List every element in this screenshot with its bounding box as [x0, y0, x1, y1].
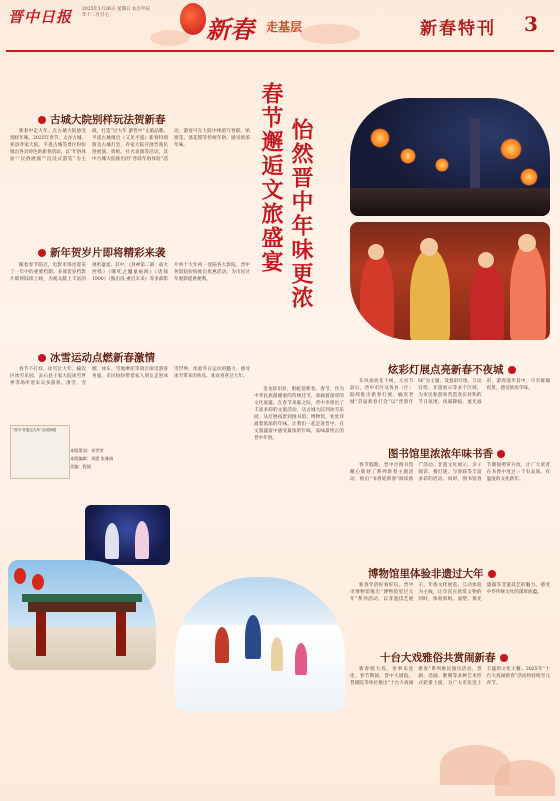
article-ice-snow: 春节不打烊，冰雪过大年。榆次区冰雪乐园、灵石县王家大院冰雪世界等场所迎来众多游客。滑雪、雪圈、冰车、雪地摩托等项目深受游客喜爱。市民纷纷带着家人朋友走进冰雪世界，体验冬日运动的魅力，感受冰雪带来的快乐，欢欢喜喜过大年。 [10, 367, 250, 386]
photo-element [271, 637, 283, 671]
headline-right: 怡然晋中年味更浓 [288, 118, 314, 310]
editor-line: 本版编辑：刘霞 张雅倩 [70, 456, 114, 461]
photo-element [116, 612, 126, 656]
editor-credits [10, 448, 160, 478]
article-museum: 新春年俗好看好玩。晋中市博物馆推出“博物馆里过大年”系列活动，以非遗技艺展示、年俗文化展览、互动体验为主线，让市民在欣赏文物的同时，体验剪纸、面塑、推光漆器等非遗技艺的魅力，感受中华传统文化的深厚底蕴。 [350, 583, 550, 602]
issue-title: 新春特刊 [420, 19, 496, 39]
photo-element [14, 568, 26, 584]
bullet-icon [508, 366, 516, 374]
section-title-opera: 十台大戏雅俗共赏闹新春 [380, 650, 508, 665]
lantern-icon [180, 3, 206, 35]
photo-element [105, 523, 119, 559]
page-header [0, 0, 560, 50]
photo-element [295, 643, 307, 675]
photo-element [510, 242, 546, 340]
bullet-icon [38, 249, 46, 257]
photo-element [36, 612, 46, 656]
editor-line: 本版策划：刘世荣 [70, 448, 104, 453]
photo-element [135, 521, 149, 559]
header-divider [6, 50, 554, 52]
special-subtitle: 走基层 [266, 20, 303, 34]
photo-element [520, 168, 538, 186]
photo-element [245, 615, 261, 659]
issue-info: 2025年1月26日 星期日 农历甲辰年十二月廿七 [82, 7, 150, 18]
photo-element [215, 627, 229, 663]
article-lantern-show: 东风夜放花千树。元宵节前后，晋中市区及各县（区）陆续推出新春灯展。榆次老城“首届新春灯会”以“晋韵年味”为主题，设置彩灯组、互动灯组、非遗展示等多个区域，为市民和游客营造喜庆祥和的节日氛围。夜幕降临，流光溢彩，游客漫步其中，尽享璀璨夜景，感受浓浓年味。 [350, 379, 550, 405]
photo-element [400, 148, 416, 164]
section-title-ice-snow: 冰雪运动点燃新春激情 [38, 350, 155, 365]
photo-element [368, 244, 384, 260]
poster-caption: “晋中·非遗过大年”活动海报 [12, 428, 57, 432]
article-ancient-city: 新春中走大年。在古城大院感受别样年味。2025年春节，太谷古城、祁县乔家大院、平遥古城等景区纷纷推出各具特色的新春活动，以“年俗体验”“民俗展演”“沉浸式游览”为主线，打造“过大年 游晋中”文旅品牌。平遥古城推出《又见平遥》新春特别版及古城灯会，乔家大院开展晋商民俗展演、剪纸、社火表演等活动。其中古城大院推出的“晋商年俗体验”活动，游客可在大院中体验写春联、贴窗花、蒸花馍等传统年俗，感受浓浓年味。 [10, 129, 250, 162]
bullet-icon [38, 354, 46, 362]
photo-element [410, 248, 450, 340]
section-title-museum: 博物馆里体验非遗过大年 [368, 566, 496, 581]
photo-element [478, 252, 494, 268]
photo-element [470, 262, 504, 340]
bullet-icon [488, 570, 496, 578]
editor-line: 美编：程丽 [70, 464, 91, 469]
photo-element [32, 574, 44, 590]
bullet-icon [500, 654, 508, 662]
photo-new-year-performers [350, 222, 550, 340]
article-library: 春节假期，晋中市图书馆精心策划了系列新春主题活动，推出“书香迎新春”阅读推广活动、非遗文化展示、亲子阅读、猜灯谜、写春联等丰富多彩的活动。同时，图书馆春节期间照常开放，让广大读者在书香中度过一个有品质、有温度的文化新年。 [350, 463, 550, 482]
photo-lantern-night-street [350, 98, 550, 216]
photo-element [470, 118, 480, 188]
masthead: 晋中日报 [8, 8, 73, 26]
photo-stage-show [85, 505, 170, 565]
photo-element [22, 594, 142, 602]
section-title-films: 新年贺岁片即将精彩来袭 [38, 245, 166, 260]
special-title: 新春 [206, 15, 254, 44]
headline-left: 春节邂逅文旅盛宴 [258, 82, 284, 274]
section-title-library: 图书馆里浓浓年味书香 [388, 446, 505, 461]
bullet-icon [38, 116, 46, 124]
photo-ski-resort [175, 577, 345, 712]
photo-ancient-gate [8, 560, 156, 670]
photo-element [350, 188, 550, 216]
photo-element [360, 252, 394, 340]
section-title-ancient-city: 古城大院别样玩法贺新春 [38, 112, 166, 127]
article-opera: 新春唱大戏，喜事乐连连。春节期间，晋中大剧院、晋剧院等单位推出“十台大戏闹新春”系列惠民演出活动，晋剧、话剧、歌舞等多种艺术形式轮番上演，为广大市民送上丰盛的文化大餐。2025年“十台大戏闹新春”活动将持续至元宵节。 [350, 667, 550, 686]
page-number: 3 [524, 12, 538, 36]
photo-element [435, 158, 449, 172]
photo-element [518, 234, 536, 252]
photo-element [500, 138, 522, 160]
fan-decoration [495, 760, 555, 796]
section-title-lantern-show: 炫彩灯展点亮新春不夜城 [388, 362, 516, 377]
article-intro: 金龙辞旧岁，银蛇迎新春。春节，作为中华民族最隆重的传统佳节，承载着深厚的文化底蕴。在春节来临之际，晋中市推出了丰富多彩的文旅活动，从古城大院到冰雪乐园，从灯展夜景到图书馆、博物馆，处处洋溢着浓浓的年味。让我们一起走进晋中，在文旅盛宴中感受最浓的年味，品味最纯正的晋中年俗。 [254, 387, 344, 441]
article-films: 随着春节临近，电影市场也迎来了一年中的重要档期。多部贺岁档影片即将陆续上映，为观众献上丰富的视听盛宴。其中，《封神第二部：战火西岐》《哪吒之魔童闹海》《唐探1900》《熊出没·重启未来》等多部影片将于大年初一登陆各大影院。晋中各影院纷纷推出优惠活动，为市民过年观影提供便利。 [10, 263, 250, 282]
photo-element [420, 238, 438, 256]
photo-element [370, 128, 390, 148]
bullet-icon [497, 450, 505, 458]
